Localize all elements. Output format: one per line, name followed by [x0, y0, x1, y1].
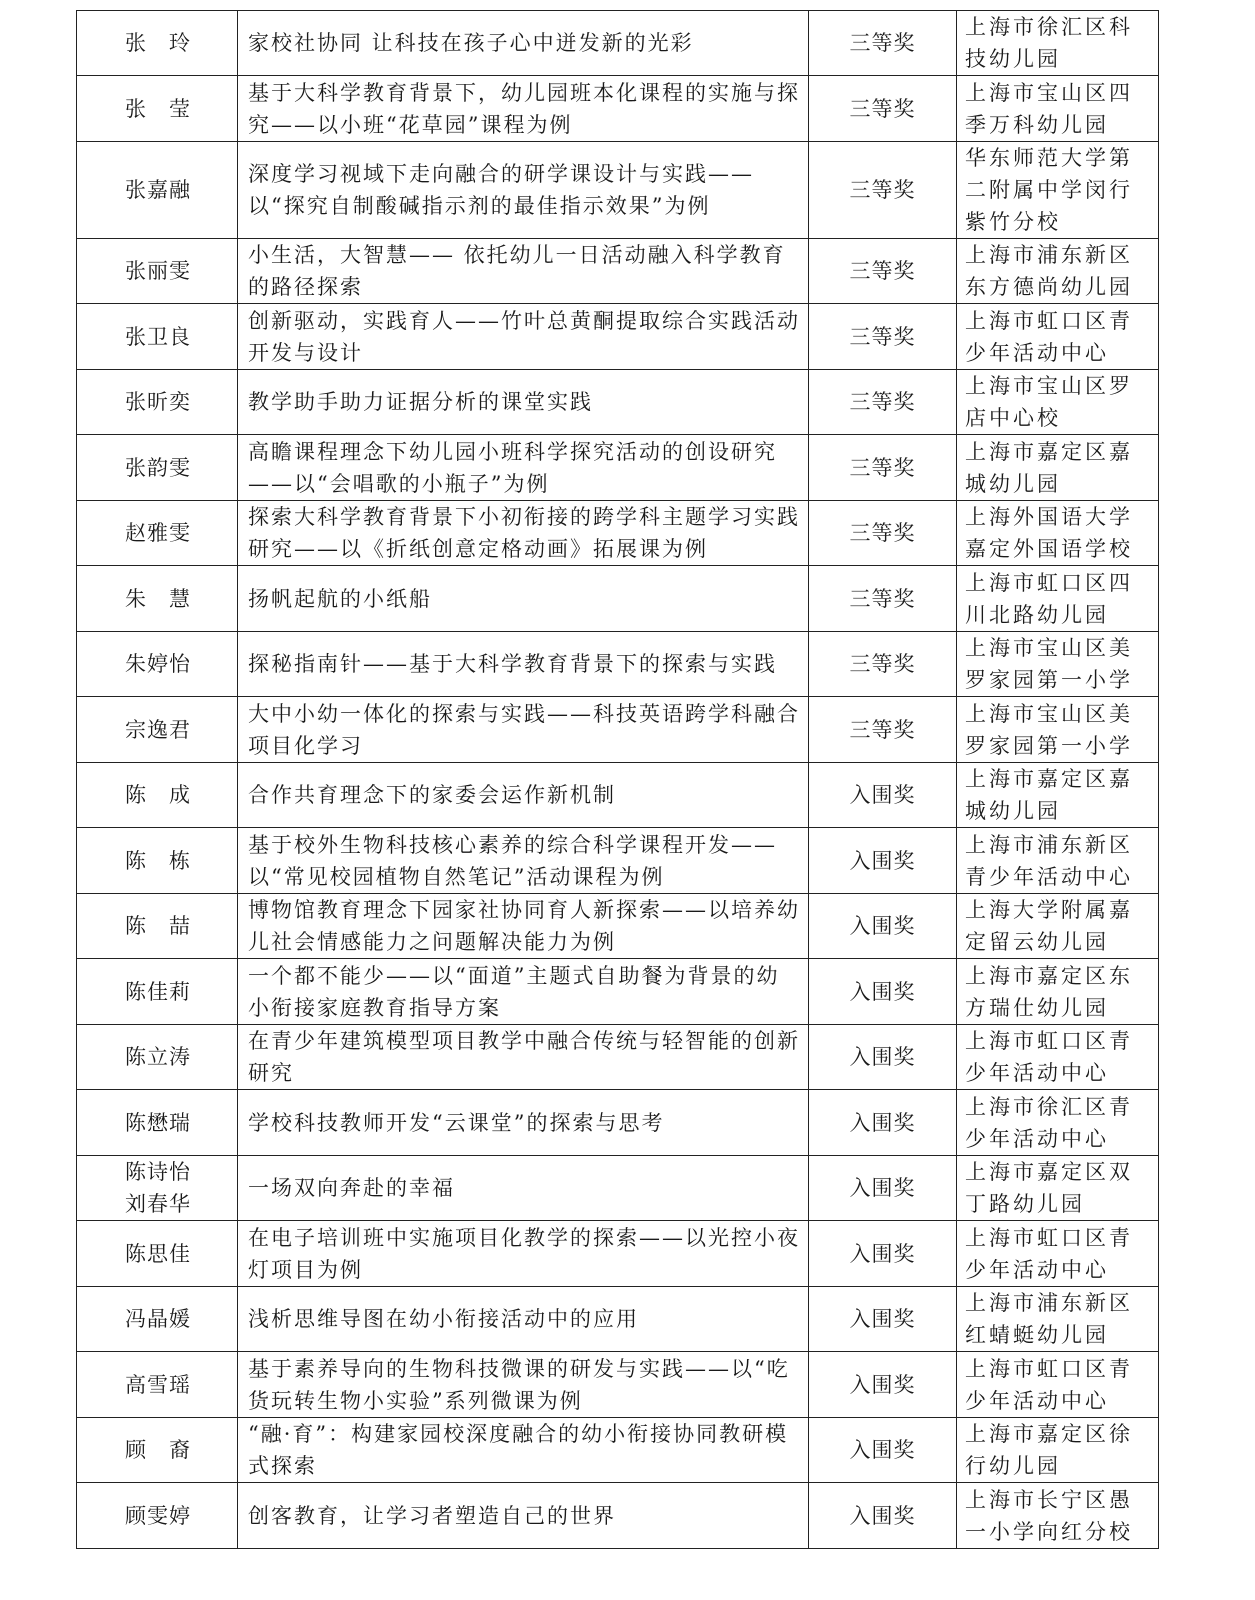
award-level-cell: 三等奖	[809, 370, 957, 435]
affiliation-cell: 上海市虹口区青少年活动中心	[957, 1025, 1159, 1090]
author-name-cell: 张嘉融	[77, 142, 238, 239]
award-level-cell: 三等奖	[809, 566, 957, 632]
paper-title-cell: 小生活，大智慧—— 依托幼儿一日活动融入科学教育的路径探索	[238, 239, 809, 304]
table-row	[77, 1418, 1159, 1483]
author-name-cell: 张昕奕	[77, 370, 238, 435]
author-name-cell: 张丽雯	[77, 239, 238, 304]
table-row	[77, 894, 1159, 959]
author-name-cell: 朱婷怡	[77, 632, 238, 697]
table-row	[77, 370, 1159, 435]
table-row	[77, 1483, 1159, 1549]
award-level-cell: 入围奖	[809, 1025, 957, 1090]
award-level-cell: 三等奖	[809, 697, 957, 763]
table-row	[77, 697, 1159, 763]
award-level-cell: 三等奖	[809, 11, 957, 76]
paper-title-cell: 合作共育理念下的家委会运作新机制	[238, 763, 809, 828]
affiliation-cell: 上海市虹口区青少年活动中心	[957, 1221, 1159, 1287]
author-name-cell: 冯晶媛	[77, 1287, 238, 1352]
author-name-cell: 陈诗怡 刘春华	[77, 1156, 238, 1221]
award-level-cell: 入围奖	[809, 1352, 957, 1418]
affiliation-cell: 上海市嘉定区嘉城幼儿园	[957, 435, 1159, 501]
table-row	[77, 566, 1159, 632]
table-row	[77, 959, 1159, 1025]
award-level-cell: 入围奖	[809, 1156, 957, 1221]
affiliation-cell: 上海市宝山区美罗家园第一小学	[957, 697, 1159, 763]
table-row	[77, 632, 1159, 697]
table-row	[77, 11, 1159, 76]
author-name-cell: 朱 慧	[77, 566, 238, 632]
table-row	[77, 1352, 1159, 1418]
paper-title-cell: 一个都不能少——以“面道”主题式自助餐为背景的幼小衔接家庭教育指导方案	[238, 959, 809, 1025]
paper-title-cell: 基于校外生物科技核心素养的综合科学课程开发——以“常见校园植物自然笔记”活动课程为例	[238, 828, 809, 894]
award-level-cell: 入围奖	[809, 763, 957, 828]
paper-title-cell: 浅析思维导图在幼小衔接活动中的应用	[238, 1287, 809, 1352]
award-table	[76, 10, 1159, 1549]
affiliation-cell: 上海市浦东新区东方德尚幼儿园	[957, 239, 1159, 304]
table-row	[77, 1025, 1159, 1090]
author-name-cell: 赵雅雯	[77, 501, 238, 566]
paper-title-cell: 探索大科学教育背景下小初衔接的跨学科主题学习实践研究——以《折纸创意定格动画》拓展课为例	[238, 501, 809, 566]
affiliation-cell: 上海市浦东新区青少年活动中心	[957, 828, 1159, 894]
affiliation-cell: 上海市嘉定区徐行幼儿园	[957, 1418, 1159, 1483]
table-row	[77, 142, 1159, 239]
table-row	[77, 76, 1159, 142]
award-level-cell: 三等奖	[809, 142, 957, 239]
paper-title-cell: 大中小幼一体化的探索与实践——科技英语跨学科融合项目化学习	[238, 697, 809, 763]
author-name-cell: 陈佳莉	[77, 959, 238, 1025]
author-name-cell: 张 玲	[77, 11, 238, 76]
award-level-cell: 入围奖	[809, 959, 957, 1025]
affiliation-cell: 上海市徐汇区青少年活动中心	[957, 1090, 1159, 1156]
table-row	[77, 501, 1159, 566]
paper-title-cell: 基于素养导向的生物科技微课的研发与实践——以“吃货玩转生物小实验”系列微课为例	[238, 1352, 809, 1418]
author-name-cell: 陈 栋	[77, 828, 238, 894]
author-name-cell: 陈懋瑞	[77, 1090, 238, 1156]
affiliation-cell: 上海市宝山区美罗家园第一小学	[957, 632, 1159, 697]
paper-title-cell: 博物馆教育理念下园家社协同育人新探索——以培养幼儿社会情感能力之问题解决能力为例	[238, 894, 809, 959]
award-level-cell: 三等奖	[809, 76, 957, 142]
table-row	[77, 435, 1159, 501]
author-name-cell: 陈 成	[77, 763, 238, 828]
author-name-cell: 张卫良	[77, 304, 238, 370]
table-row	[77, 763, 1159, 828]
affiliation-cell: 上海市宝山区罗店中心校	[957, 370, 1159, 435]
affiliation-cell: 上海大学附属嘉定留云幼儿园	[957, 894, 1159, 959]
affiliation-cell: 上海市嘉定区双丁路幼儿园	[957, 1156, 1159, 1221]
affiliation-cell: 上海市虹口区四川北路幼儿园	[957, 566, 1159, 632]
award-level-cell: 三等奖	[809, 304, 957, 370]
award-level-cell: 三等奖	[809, 632, 957, 697]
award-level-cell: 三等奖	[809, 239, 957, 304]
award-level-cell: 入围奖	[809, 1483, 957, 1549]
award-level-cell: 入围奖	[809, 1221, 957, 1287]
table-row	[77, 1221, 1159, 1287]
table-row	[77, 1156, 1159, 1221]
award-table-body	[77, 11, 1159, 1549]
paper-title-cell: 深度学习视域下走向融合的研学课设计与实践——以“探究自制酸碱指示剂的最佳指示效果”为例	[238, 142, 809, 239]
paper-title-cell: 高瞻课程理念下幼儿园小班科学探究活动的创设研究——以“会唱歌的小瓶子”为例	[238, 435, 809, 501]
award-level-cell: 入围奖	[809, 1287, 957, 1352]
award-level-cell: 入围奖	[809, 1090, 957, 1156]
paper-title-cell: 一场双向奔赴的幸福	[238, 1156, 809, 1221]
paper-title-cell: 扬帆起航的小纸船	[238, 566, 809, 632]
affiliation-cell: 上海市嘉定区嘉城幼儿园	[957, 763, 1159, 828]
affiliation-cell: 上海市徐汇区科技幼儿园	[957, 11, 1159, 76]
affiliation-cell: 上海市嘉定区东方瑞仕幼儿园	[957, 959, 1159, 1025]
affiliation-cell: 上海市长宁区愚一小学向红分校	[957, 1483, 1159, 1549]
author-name-cell: 陈 喆	[77, 894, 238, 959]
paper-title-cell: 学校科技教师开发“云课堂”的探索与思考	[238, 1090, 809, 1156]
author-name-cell: 顾 裔	[77, 1418, 238, 1483]
paper-title-cell: 家校社协同 让科技在孩子心中迸发新的光彩	[238, 11, 809, 76]
affiliation-cell: 上海外国语大学嘉定外国语学校	[957, 501, 1159, 566]
award-level-cell: 三等奖	[809, 501, 957, 566]
paper-title-cell: 教学助手助力证据分析的课堂实践	[238, 370, 809, 435]
paper-title-cell: 在电子培训班中实施项目化教学的探索——以光控小夜灯项目为例	[238, 1221, 809, 1287]
author-name-cell: 宗逸君	[77, 697, 238, 763]
affiliation-cell: 上海市浦东新区红蜻蜓幼儿园	[957, 1287, 1159, 1352]
table-row	[77, 239, 1159, 304]
author-name-cell: 张 莹	[77, 76, 238, 142]
table-row	[77, 1287, 1159, 1352]
author-name-cell: 陈立涛	[77, 1025, 238, 1090]
award-level-cell: 入围奖	[809, 1418, 957, 1483]
author-name-cell: 张韵雯	[77, 435, 238, 501]
paper-title-cell: 在青少年建筑模型项目教学中融合传统与轻智能的创新研究	[238, 1025, 809, 1090]
table-row	[77, 828, 1159, 894]
affiliation-cell: 华东师范大学第二附属中学闵行紫竹分校	[957, 142, 1159, 239]
paper-title-cell: 创新驱动，实践育人——竹叶总黄酮提取综合实践活动开发与设计	[238, 304, 809, 370]
author-name-cell: 高雪瑶	[77, 1352, 238, 1418]
paper-title-cell: “融·育”：构建家园校深度融合的幼小衔接协同教研模式探索	[238, 1418, 809, 1483]
author-name-cell: 陈思佳	[77, 1221, 238, 1287]
table-row	[77, 1090, 1159, 1156]
author-name-cell: 顾雯婷	[77, 1483, 238, 1549]
paper-title-cell: 探秘指南针——基于大科学教育背景下的探索与实践	[238, 632, 809, 697]
paper-title-cell: 基于大科学教育背景下，幼儿园班本化课程的实施与探究——以小班“花草园”课程为例	[238, 76, 809, 142]
affiliation-cell: 上海市宝山区四季万科幼儿园	[957, 76, 1159, 142]
award-level-cell: 入围奖	[809, 828, 957, 894]
award-level-cell: 三等奖	[809, 435, 957, 501]
affiliation-cell: 上海市虹口区青少年活动中心	[957, 1352, 1159, 1418]
award-level-cell: 入围奖	[809, 894, 957, 959]
affiliation-cell: 上海市虹口区青少年活动中心	[957, 304, 1159, 370]
paper-title-cell: 创客教育，让学习者塑造自己的世界	[238, 1483, 809, 1549]
table-row	[77, 304, 1159, 370]
